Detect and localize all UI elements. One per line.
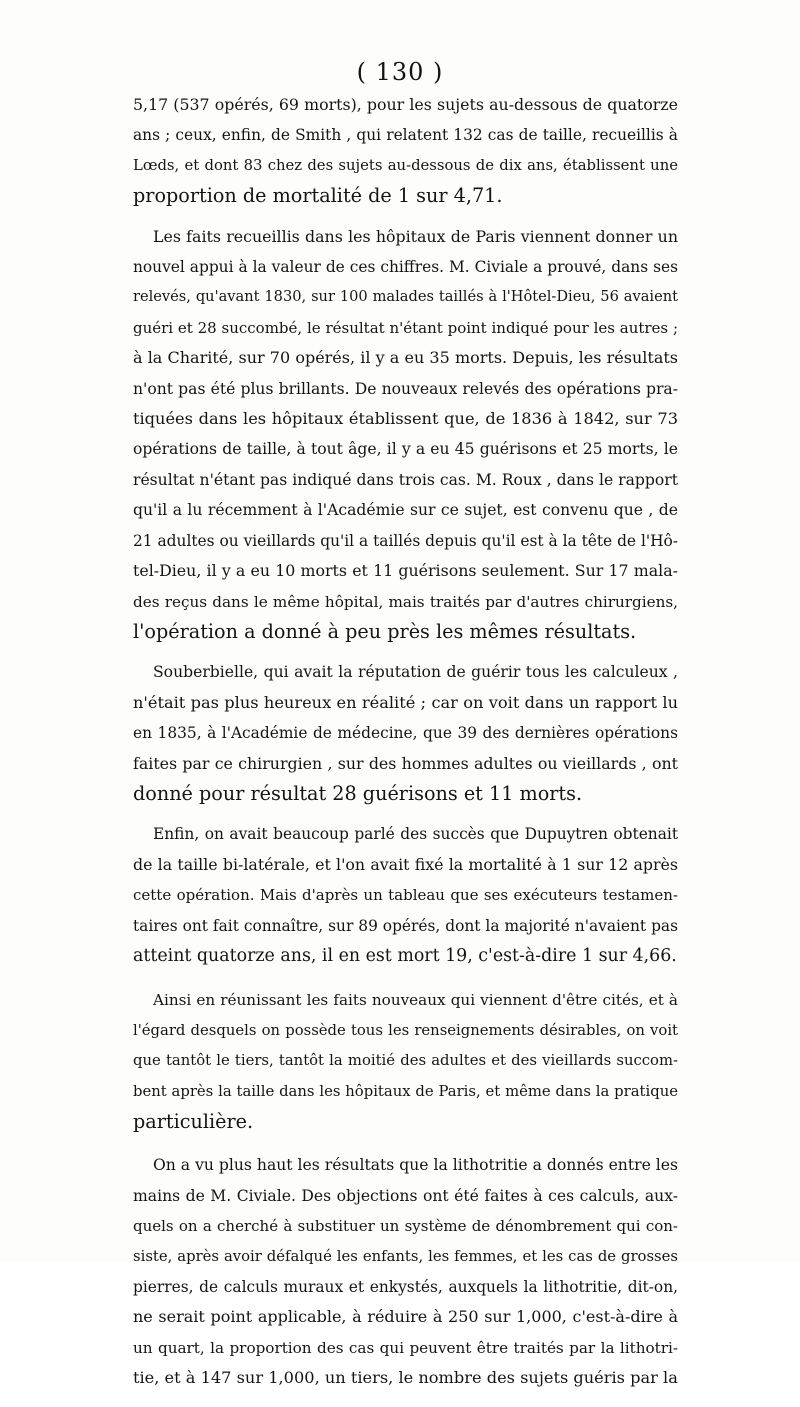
- text-line: que tantôt le tiers, tantôt la moitié des adultes et des vieillards succom-: [133, 1052, 678, 1070]
- text-line: tel-Dieu, il y a eu 10 morts et 11 guérisons seulement. Sur 17 mala-: [133, 561, 678, 581]
- text-line: résultat n'étant pas indiqué dans trois cas. M. Roux , dans le rapport: [133, 470, 678, 489]
- text-line: n'était pas plus heureux en réalité ; car on voit dans un rapport lu: [133, 692, 678, 712]
- paragraph: [133, 1150, 678, 1393]
- text-line: l'égard desquels on possède tous les renseignements désirables, on voit: [133, 1021, 678, 1039]
- text-line: Souberbielle, qui avait la réputation de guérir tous les calculeux ,: [153, 663, 678, 682]
- paragraph: [133, 222, 678, 648]
- text-line: Ainsi en réunissant les faits nouveaux qui viennent d'être cités, et à: [153, 991, 678, 1010]
- text-line: quels on a cherché à substituer un système de dénombrement qui con-: [133, 1217, 678, 1236]
- text-line: bent après la taille dans les hôpitaux de Paris, et même dans la pratique: [133, 1082, 678, 1100]
- text-line: donné pour résultat 28 guérisons et 11 morts.: [133, 781, 583, 805]
- paragraph: [133, 819, 678, 971]
- text-line: Lœds, et dont 83 chez des sujets au-dessous de dix ans, établissent une: [133, 156, 678, 174]
- text-line: relevés, qu'avant 1830, sur 100 malades taillés à l'Hôtel-Dieu, 56 avaient: [133, 288, 678, 306]
- text-line: n'ont pas été plus brillants. De nouveaux relevés des opérations pra-: [133, 379, 678, 398]
- text-line: Enfin, on avait beaucoup parlé des succès que Dupuytren obtenait: [153, 825, 678, 844]
- text-line: à la Charité, sur 70 opérés, il y a eu 35 morts. Depuis, les résultats: [133, 348, 678, 368]
- page-number: ( 130 ): [356, 58, 444, 86]
- text-line: mains de M. Civiale. Des objections ont été faites à ces calculs, aux-: [133, 1186, 678, 1205]
- text-line: qu'il a lu récemment à l'Académie sur ce sujet, est convenu que , de: [133, 501, 678, 520]
- paragraph: [133, 657, 678, 809]
- text-line: ans ; ceux, enfin, de Smith , qui relatent 132 cas de taille, recueillis à: [133, 126, 678, 145]
- text-line: un quart, la proportion des cas qui peuvent être traités par la lithotri-: [133, 1338, 678, 1357]
- text-line: siste, après avoir défalqué les enfants, les femmes, et les cas de grosses: [133, 1247, 678, 1265]
- body-text: [133, 90, 678, 1407]
- text-line: taires ont fait connaître, sur 89 opérés, dont la majorité n'avaient pas: [133, 916, 678, 935]
- text-line: en 1835, à l'Académie de médecine, que 39 des dernières opérations: [133, 724, 678, 743]
- text-line: proportion de mortalité de 1 sur 4,71.: [133, 184, 503, 208]
- paragraph: [133, 90, 678, 212]
- text-line: pierres, de calculs muraux et enkystés, auxquels la lithotritie, dit-on,: [133, 1278, 678, 1297]
- text-line: atteint quatorze ans, il en est mort 19, c'est-à-dire 1 sur 4,66.: [133, 945, 677, 966]
- text-line: faites par ce chirurgien , sur des hommes adultes ou vieillards , ont: [133, 753, 678, 773]
- text-line: cette opération. Mais d'après un tableau que ses exécuteurs testamen-: [133, 886, 678, 905]
- text-line: 5,17 (537 opérés, 69 morts), pour les sujets au-dessous de quatorze: [133, 95, 678, 114]
- text-line: 21 adultes ou vieillards qu'il a taillés depuis qu'il est à la tête de l'Hô-: [133, 531, 678, 550]
- text-line: guéri et 28 succombé, le résultat n'étant point indiqué pour les autres ;: [133, 318, 678, 337]
- text-line: des reçus dans le même hôpital, mais traités par d'autres chirurgiens,: [133, 592, 678, 611]
- text-line: Les faits recueillis dans les hôpitaux de Paris viennent donner un: [153, 226, 678, 246]
- text-line: opérations de taille, à tout âge, il y a eu 45 guérisons et 25 morts, le: [133, 440, 678, 459]
- text-line: tiquées dans les hôpitaux établissent que, de 1836 à 1842, sur 73: [133, 409, 678, 429]
- paragraph: [133, 985, 678, 1137]
- text-line: l'opération a donné à peu près les mêmes résultats.: [133, 619, 637, 643]
- text-line: particulière.: [133, 1110, 254, 1133]
- text-line: de la taille bi-latérale, et l'on avait fixé la mortalité à 1 sur 12 après: [133, 854, 678, 874]
- text-line: nouvel appui à la valeur de ces chiffres. M. Civiale a prouvé, dans ses: [133, 258, 678, 277]
- text-line: ne serait point applicable, à réduire à 250 sur 1,000, c'est-à-dire à: [133, 1307, 678, 1327]
- text-line: tie, et à 147 sur 1,000, un tiers, le nombre des sujets guéris par la: [133, 1368, 678, 1388]
- text-line: On a vu plus haut les résultats que la lithotritie a donnés entre les: [153, 1156, 678, 1175]
